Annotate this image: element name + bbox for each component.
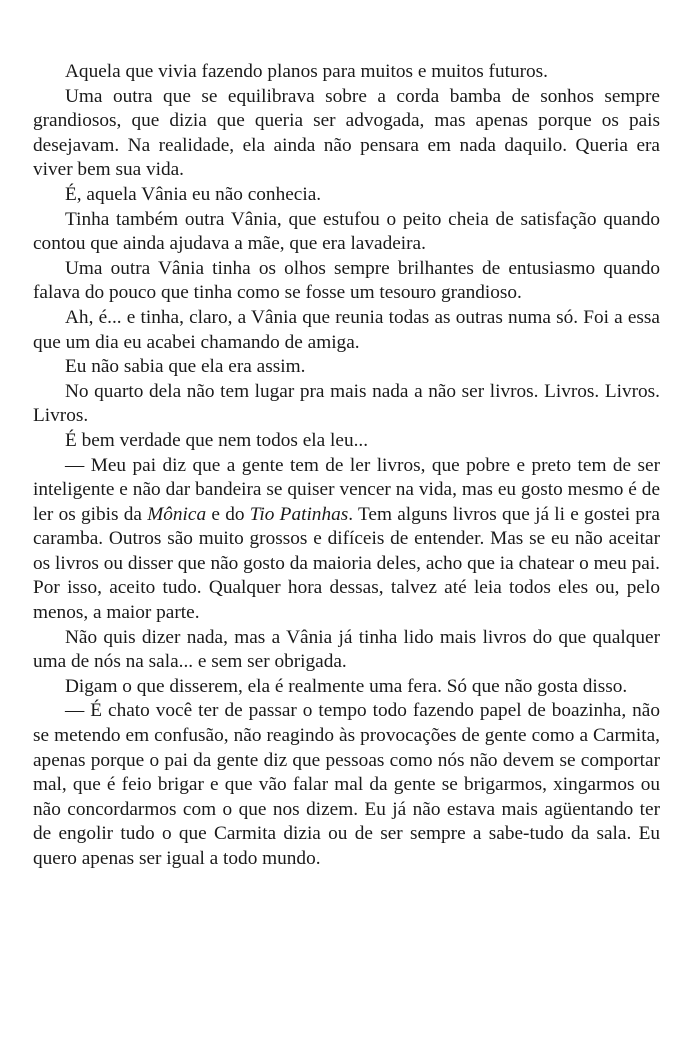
paragraph: Uma outra que se equilibrava sobre a corda bamba de sonhos sempre grandiosos, que dizia que queria ser advogada, mas apenas porque os pais desejavam. Na realidade, ela ainda não pensara em nada daquilo. Queria era viver bem sua vida.: [33, 85, 660, 181]
paragraph: Não quis dizer nada, mas a Vânia já tinha lido mais livros do que qualquer uma de nós na sala... e sem ser obrigada.: [33, 626, 660, 673]
paragraph-text: . Tem alguns livros que já li e gostei pra caramba. Outros são muito grossos e difíceis de entender. Mas se eu não aceitar os livros ou disser que não gosto da maioria deles, acho que ia chatear o meu pai. Por isso, aceito tudo. Qualquer hora dessas, talvez até leia todos eles ou, pelo menos, a maior parte.: [33, 503, 660, 624]
paragraph-text: — Meu pai diz que a gente tem de ler livros, que pobre e preto tem de ser inteligente e não dar bandeira se quiser vencer na vida, mas eu gosto mesmo é de ler os gibis da: [33, 454, 660, 525]
paragraph: Ah, é... e tinha, claro, a Vânia que reunia todas as outras numa só. Foi a essa que um dia eu acabei chamando de amiga.: [33, 306, 660, 353]
paragraph: Eu não sabia que ela era assim.: [65, 356, 306, 378]
paragraph: É bem verdade que nem todos ela leu...: [65, 429, 369, 451]
paragraph: No quarto dela não tem lugar pra mais nada a não ser livros. Livros. Livros. Livros.: [33, 380, 660, 427]
book-page: [33, 60, 660, 872]
italic-title: Mônica: [147, 503, 207, 525]
paragraph: — É chato você ter de passar o tempo todo fazendo papel de boazinha, não se metendo em confusão, não reagindo às provocações de gente como a Carmita, apenas porque o pai da gente diz que pessoas como nós não devem se comportar mal, que é feio brigar e que vão falar mal da gente se brigarmos, xingarmos ou não concordarmos com o que nos dizem. Eu já não estava mais agüentando ter de engolir tudo o que Carmita dizia ou de ser sempre a sabe-tudo da sala. Eu quero apenas ser igual a todo mundo.: [33, 700, 660, 869]
paragraph: Uma outra Vânia tinha os olhos sempre brilhantes de entusiasmo quando falava do pouco que tinha como se fosse um tesouro grandioso.: [33, 257, 660, 304]
paragraph: Aquela que vivia fazendo planos para muitos e muitos futuros.: [65, 61, 548, 82]
paragraph: Tinha também outra Vânia, que estufou o peito cheia de satisfação quando contou que ainda ajudava a mãe, que era lavadeira.: [33, 208, 660, 255]
paragraph-text: e do: [206, 503, 250, 525]
paragraph: É, aquela Vânia eu não conhecia.: [65, 183, 322, 205]
paragraph-dialogue: [33, 454, 660, 626]
paragraph: Digam o que disserem, ela é realmente uma fera. Só que não gosta disso.: [65, 675, 628, 697]
italic-title: Tio Patinhas: [249, 503, 349, 525]
